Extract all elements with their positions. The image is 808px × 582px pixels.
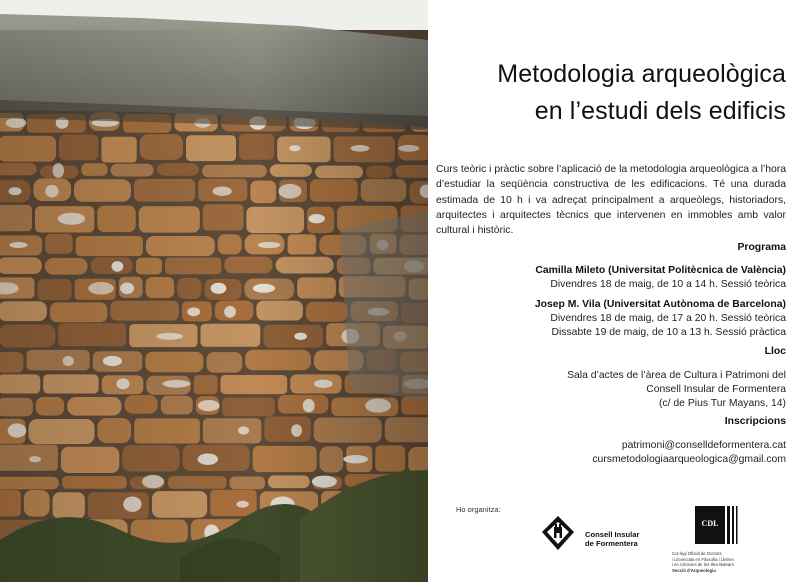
intro-paragraph: Curs teòric i pràctic sobre l’aplicació de la metodologia arqueològica a l’hora d’estudiar la seqüència constructiva de les edificacions. Té una durada estimada de 10 h i va adreçat principalment a arqueòlegs, historiadors, arquitectes i arquitectes tècnics que intervenen en immobles amb valor cultural i històric. bbox=[436, 164, 787, 237]
address-line: (c/ de Pius Tur Mayans, 14) bbox=[658, 397, 786, 409]
col-section-line: Secció d'Arqueologia bbox=[672, 567, 716, 573]
col-name-line: i en Ciències de les Illes Balears bbox=[672, 562, 734, 568]
email-link[interactable]: patrimoni@conselldeformentera.cat bbox=[621, 440, 786, 451]
col-name-line: i Llicenciats en Filosofia i Lletres bbox=[672, 556, 734, 562]
consell-insular-name bbox=[585, 530, 639, 548]
speaker-block-2 bbox=[535, 298, 786, 339]
speaker-name: Camilla Mileto (Universitat Politècnica de València) bbox=[535, 265, 786, 276]
lloc-address bbox=[567, 369, 786, 410]
col-legi-doctors-logo bbox=[695, 504, 739, 546]
programa-heading: Programa bbox=[737, 242, 786, 253]
col-name-line: Col·legi Oficial de Doctors bbox=[672, 551, 722, 556]
address-line: Sala d’actes de l’àrea de Cultura i Patrimoni del bbox=[567, 370, 786, 381]
session-line: Dissabte 19 de maig, de 10 a 13 h. Sessió pràctica bbox=[551, 326, 786, 338]
speaker-name: Josep M. Vila (Universitat Autònoma de Barcelona) bbox=[534, 299, 786, 310]
inscripcions-heading: Inscripcions bbox=[724, 416, 786, 427]
consell-name-line: de Formentera bbox=[585, 539, 638, 548]
organiza-label: Ho organitza: bbox=[456, 505, 501, 514]
speaker-block-1 bbox=[535, 264, 786, 292]
address-line: Consell Insular de Formentera bbox=[646, 383, 786, 395]
lloc-heading: Lloc bbox=[764, 346, 786, 357]
consell-name-line: Consell Insular bbox=[585, 530, 640, 539]
col-logo-mark: CDL bbox=[701, 519, 719, 528]
title-line-2: en l’estudi dels edificis bbox=[534, 97, 786, 125]
inscripcions-emails bbox=[592, 439, 786, 467]
title-line-1: Metodologia arqueològica bbox=[497, 60, 786, 88]
email-link[interactable]: cursmetodologiaarqueologica@gmail.com bbox=[592, 453, 786, 465]
session-line: Divendres 18 de maig, de 10 a 14 h. Sessió teòrica bbox=[550, 278, 786, 290]
col-legi-doctors-name bbox=[672, 551, 772, 573]
session-line: Divendres 18 de maig, de 17 a 20 h. Sessió teòrica bbox=[550, 312, 786, 324]
poster-title bbox=[497, 56, 786, 130]
